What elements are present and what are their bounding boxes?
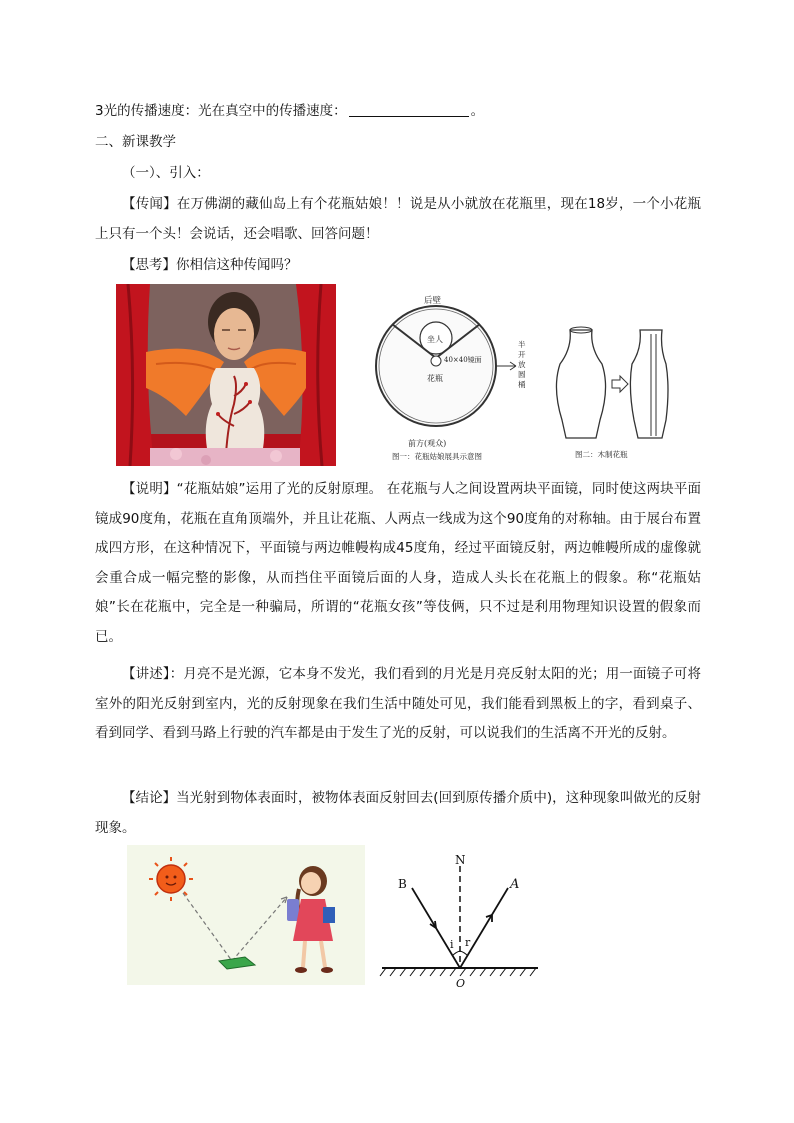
label-O: O [456, 977, 466, 990]
label-half-open-5: 桶 [518, 380, 526, 389]
subsection-heading: （一）、引入： [122, 165, 210, 181]
rumor-text: 在万佛湖的藏仙岛上有个花瓶姑娘！！说是从小就放在花瓶里，现在18岁，一个小花瓶上只有一个头！会说话，还会唱歌、回答问题！ [95, 196, 701, 242]
vase-girl-photo [116, 284, 336, 466]
label-sitter: 坐人 [427, 335, 443, 344]
conclusion-text: 当光射到物体表面时，被物体表面反射回去(回到原传播介质中)，这种现象叫做光的反射现象。 [95, 790, 701, 836]
reflection-law-diagram [378, 850, 542, 990]
speed-question-text: 3光的传播速度：光在真空中的传播速度： [95, 103, 347, 119]
label-A: A [510, 877, 520, 892]
conclusion-paragraph [95, 784, 701, 843]
think-text: 你相信这种传闻吗？ [176, 257, 298, 273]
label-back-wall: 后壁 [424, 296, 442, 306]
vase-girl-schematic [370, 290, 675, 465]
label-half-open-2: 开 [518, 350, 526, 359]
think-tag: 【思考】 [122, 257, 176, 273]
label-N: N [455, 853, 466, 867]
label-half-open-1: 半 [518, 340, 526, 349]
lecture-text: ：月亮不是光源，它本身不发光，我们看到的月光是月亮反射太阳的光；用一面镜子可将室外的阳光反射到室内，光的反射现象在我们生活中随处可见，我们能看到黑板上的字，看到桌子、看到同学、看到马路上行驶的汽车都是由于发生了光的反射，可以说我们的生活离不开光的反射。 [95, 666, 701, 741]
vase-girl-diagram [370, 290, 675, 465]
lecture-paragraph [95, 660, 701, 749]
speed-question [95, 101, 484, 121]
explain-text: “花瓶姑娘”运用了光的反射原理。 在花瓶与人之间设置两块平面镜，同时使这两块平面镜成90度角，花瓶在直角顶端外，并且让花瓶、人两点一线成为这个90度角的对称轴。由于展台布置成四方形，在这种情况下，平面镜与两边帷幔构成45度角，经过平面镜反射，两边帷幔所成的虚像就会重合成一幅完整的影像，从而挡住平面镜后面的人身，造成人头长在花瓶上的假象。称“花瓶姑娘”长在花瓶中，完全是一种骗局，所谓的“花瓶女孩”等伎俩，只不过是利用物理知识设置的假象而已。 [95, 481, 701, 645]
explain-paragraph [95, 475, 701, 652]
rumor-paragraph [95, 190, 701, 249]
lecture-tag: 【讲述】 [122, 666, 170, 682]
caption-figure2: 图二：木制花瓶 [575, 450, 628, 459]
answer-blank [349, 102, 469, 117]
section-heading: 二、新课教学 [95, 134, 176, 150]
reflection-cartoon-illustration [127, 845, 365, 985]
label-r: r [465, 936, 471, 949]
label-half-open-4: 圆 [518, 370, 526, 379]
think-paragraph [95, 251, 701, 281]
explain-tag: 【说明】 [122, 481, 177, 497]
rumor-tag: 【传闻】 [122, 196, 177, 212]
label-front: 前方(观众) [408, 439, 447, 448]
label-i: i [450, 938, 454, 951]
label-vase: 花瓶 [427, 374, 443, 383]
speed-question-end: 。 [470, 103, 485, 119]
vase-girl-illustration [116, 284, 336, 466]
caption-figure1: 图一：花瓶姑娘展具示意图 [392, 452, 482, 461]
reflection-law-svg [378, 850, 542, 990]
label-B: B [398, 877, 407, 891]
label-mirror: 40×40镜面 [444, 356, 482, 364]
reflection-cartoon [127, 845, 365, 985]
label-half-open-3: 放 [518, 360, 526, 369]
conclusion-tag: 【结论】 [122, 790, 177, 806]
